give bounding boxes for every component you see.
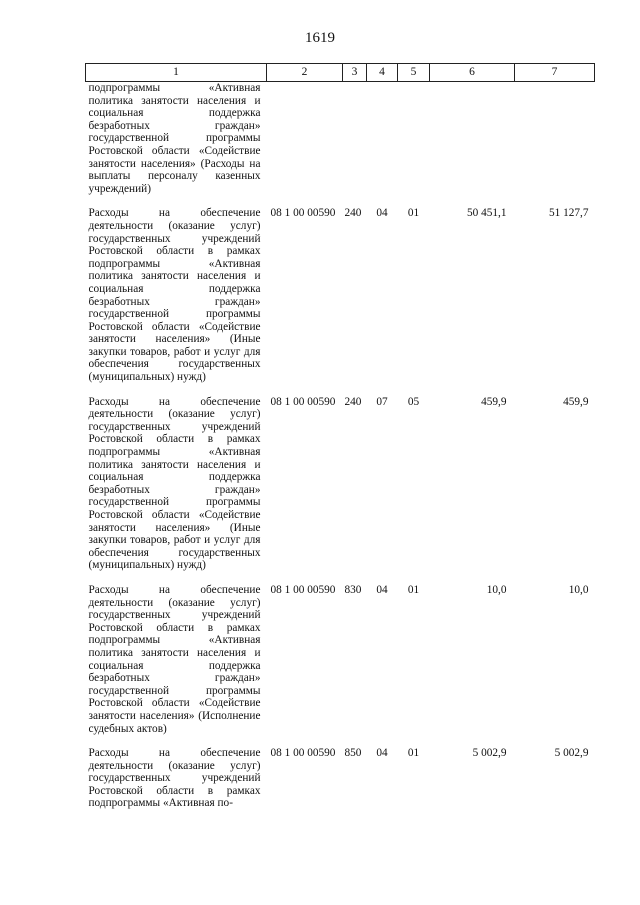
row-code: 08 1 00 00590 — [270, 747, 336, 760]
row-rz: 04 — [376, 207, 388, 220]
row-pr: 05 — [407, 395, 420, 408]
row-code: 08 1 00 00590 — [270, 207, 336, 220]
table-row — [86, 195, 595, 383]
table-header-row — [86, 64, 595, 82]
row-description: подпрограммы «Активная политика занятости населения и социальная поддержка безработных граждан» государственной программы Ростовской области «Содействие занятости населения» (Расходы на выплаты персоналу казенных учреждений) — [88, 82, 261, 195]
row-sum-2 — [515, 82, 595, 196]
row-sum-1 — [430, 82, 515, 196]
row-sum-1: 5 002,9 — [472, 747, 507, 760]
column-header: 2 — [267, 64, 343, 82]
column-header: 5 — [398, 64, 430, 82]
row-pr — [398, 82, 430, 196]
budget-table — [85, 63, 595, 810]
row-sum-1: 10,0 — [486, 583, 507, 596]
row-description: Расходы на обеспечение деятельности (оказание услуг) государственных учреждений Ростовской области в рамках подпрограммы «Активная по- — [88, 747, 261, 810]
row-code: 08 1 00 00590 — [270, 395, 336, 408]
row-sum-1: 459,9 — [481, 395, 507, 408]
row-code: 08 1 00 00590 — [270, 583, 336, 596]
row-pr: 01 — [407, 207, 420, 220]
column-header: 6 — [430, 64, 515, 82]
row-pr: 01 — [407, 747, 420, 760]
table-row — [86, 735, 595, 810]
row-code — [267, 82, 343, 196]
row-rz: 04 — [376, 583, 388, 596]
column-header: 1 — [86, 64, 267, 82]
row-description: Расходы на обеспечение деятельности (оказание услуг) государственных учреждений Ростовской области в рамках подпрограммы «Активная политика занятости населения и социальная поддержка безработных граждан» государственной программы Ростовской области «Содействие занятости населения» (Иные закупки товаров, работ и услуг для обеспечения государственных (муниципальных) нужд) — [88, 207, 261, 384]
row-sum-2: 459,9 — [563, 395, 589, 408]
row-sum-2: 5 002,9 — [554, 747, 589, 760]
row-vr: 240 — [344, 395, 362, 408]
row-sum-2: 10,0 — [568, 583, 589, 596]
column-header: 4 — [367, 64, 398, 82]
row-description: Расходы на обеспечение деятельности (оказание услуг) государственных учреждений Ростовской области в рамках подпрограммы «Активная политика занятости населения и социальная поддержка безработных граждан» государственной программы Ростовской области «Содействие занятости населения» (Иные закупки товаров, работ и услуг для обеспечения государственных (муниципальных) нужд) — [88, 395, 261, 572]
row-vr: 240 — [344, 207, 362, 220]
table-row — [86, 384, 595, 572]
row-description: Расходы на обеспечение деятельности (оказание услуг) государственных учреждений Ростовской области в рамках подпрограммы «Активная политика занятости населения и социальная поддержка безработных граждан» государственной программы Ростовской области «Содействие занятости населения» (Исполнение судебных актов) — [88, 583, 261, 735]
row-sum-2: 51 127,7 — [548, 207, 589, 220]
column-header: 3 — [343, 64, 367, 82]
row-vr: 830 — [344, 583, 362, 596]
column-header: 7 — [515, 64, 595, 82]
table-row — [86, 572, 595, 735]
row-vr — [343, 82, 367, 196]
row-rz: 04 — [376, 747, 388, 760]
row-pr: 01 — [407, 583, 420, 596]
table-row — [86, 82, 595, 196]
row-rz: 07 — [376, 395, 388, 408]
row-vr: 850 — [344, 747, 362, 760]
row-sum-1: 50 451,1 — [466, 207, 507, 220]
row-rz — [367, 82, 398, 196]
page-number: 1619 — [305, 30, 335, 46]
